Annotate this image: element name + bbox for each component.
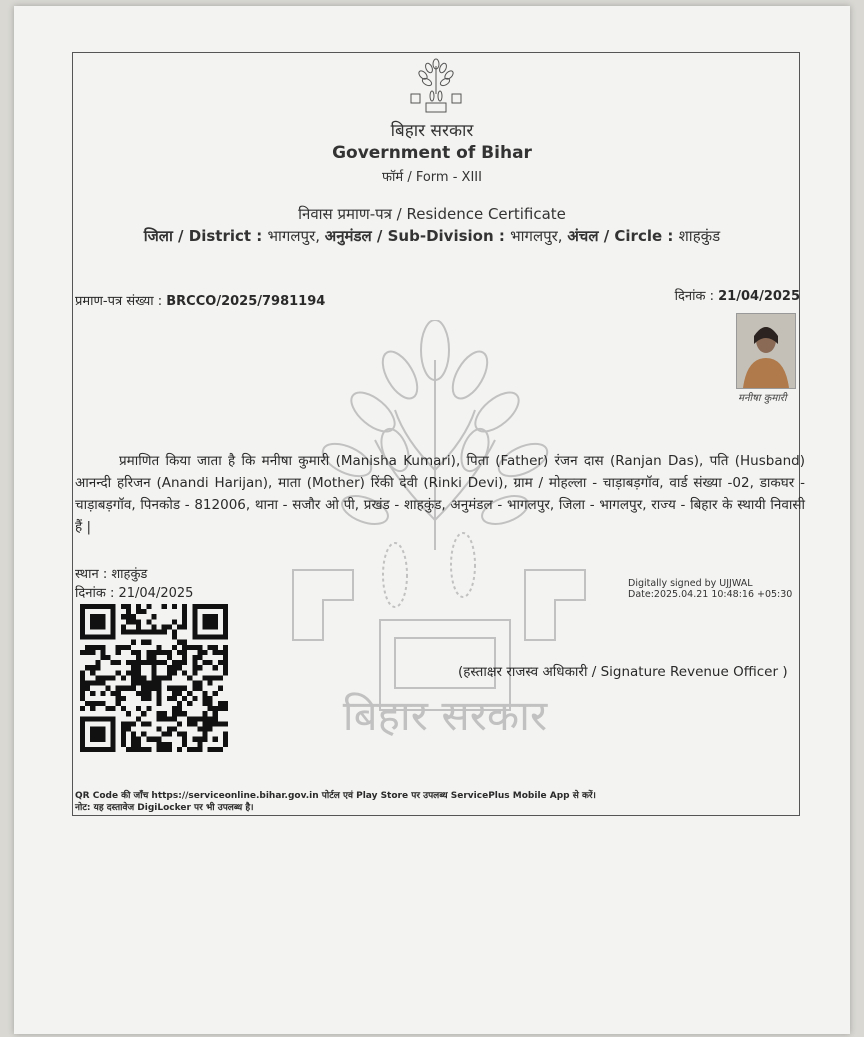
location-line — [0, 226, 864, 246]
certificate-number — [75, 291, 325, 309]
place-date-line: दिनांक : 21/04/2025 — [75, 586, 194, 601]
certificate-title-english: Residence Certificate — [406, 205, 566, 223]
certificate-title-hindi: निवास प्रमाण-पत्र / — [298, 205, 407, 223]
form-number: फॉर्म / Form - XIII — [382, 170, 482, 185]
watermark-text: बिहार सरकार — [342, 691, 548, 740]
certificate-number-label: प्रमाण-पत्र संख्या : — [75, 294, 167, 309]
applicant-signature: मनीषा कुमारी — [738, 393, 787, 404]
certificate-body: प्रमाणित किया जाता है कि मनीषा कुमारी (Manisha Kumari), पिता (Father) रंजन दास (Ranjan Das), पति (Husband) आनन्दी हरिजन (Anandi Harijan), माता (Mother) रिंकी देवी (Rinki Devi), ग्राम / मोहल्ला - चाड़ाबड़गॉव, वार्ड संख्या -02, डाकघर - चाड़ाबड़गॉव, पिनकोड - 812006, थाना - सजौर ओ पी, प्रखंड - शाहकुंड, अनुमंडल - भागलपुर, जिला - भागलपुर, राज्य - बिहार के स्थायी निवासी हैं | — [75, 453, 805, 535]
certificate-date-label: दिनांक : — [674, 289, 719, 304]
footer-digilocker-note: नोट: यह दस्तावेज DigiLocker पर भी उपलब्ध है। — [75, 803, 254, 813]
applicant-photo — [736, 313, 796, 389]
bihar-emblem-icon — [405, 56, 467, 114]
qr-code-icon[interactable] — [80, 603, 228, 753]
subdivision-label: अनुमंडल / Sub-Division : — [324, 227, 511, 245]
government-english-title: Government of Bihar — [332, 143, 532, 163]
certificate-number-value: BRCCO/2025/7981194 — [166, 294, 326, 309]
place-line: स्थान : शाहकुंड — [75, 567, 148, 582]
circle-label: अंचल / Circle : — [567, 227, 679, 245]
certificate-date-value: 21/04/2025 — [718, 289, 800, 304]
district-label: जिला / District : — [143, 227, 268, 245]
government-hindi-title: बिहार सरकार — [390, 121, 474, 141]
digital-signature-line1: Digitally signed by UJJWAL — [628, 578, 753, 589]
subdivision-value: भागलपुर, — [510, 227, 568, 245]
certificate-title — [0, 204, 864, 224]
circle-value: शाहकुंड — [678, 227, 721, 245]
digital-signature-line2: Date:2025.04.21 10:48:16 +05:30 — [628, 589, 793, 600]
signature-revenue-officer: (हस्ताक्षर राजस्व अधिकारी / Signature Revenue Officer ) — [458, 664, 788, 680]
certificate-date — [660, 286, 800, 304]
district-value: भागलपुर, — [267, 227, 325, 245]
person-photo-icon — [737, 314, 795, 388]
digital-signature-block — [628, 578, 792, 600]
footer-qr-note: QR Code की जाँच https://serviceonline.bihar.gov.in पोर्टल एवं Play Store पर उपलब्ध ServicePlus Mobile App से करें। — [75, 791, 596, 801]
